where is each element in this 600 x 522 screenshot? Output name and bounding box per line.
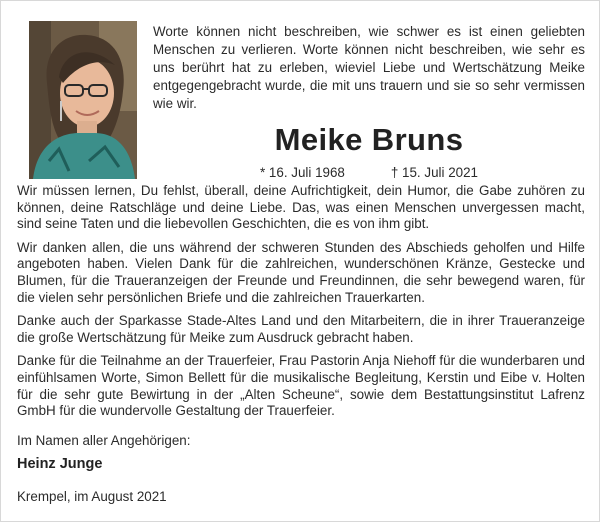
portrait-photo (29, 21, 137, 179)
place-date: Krempel, im August 2021 (17, 489, 167, 504)
intro-text: Worte können nicht beschreiben, wie schwer es ist einen geliebten Menschen zu verlieren. Worte können nicht beschreiben, wie sehr es uns berührt hat zu erleben, wieviel Liebe und Wertschätzung Meike entgegengebracht wurde, die mit uns trauern und sie so sehr vermissen wie wir. (153, 24, 585, 111)
paragraph: Danke auch der Sparkasse Stade-Altes Land und den Mitarbeitern, die in ihrer Traueranzeige die große Wertschätzung für Meike zum Ausdruck gebracht haben. (17, 313, 585, 345)
death-date: † 15. Juli 2021 (390, 165, 478, 180)
paragraph: Wir müssen lernen, Du fehlst, überall, deine Aufrichtigkeit, dein Humor, die Gabe zuhören zu können, deine Ratschläge und deine Liebe. Das, was einen Menschen unvergessen macht, sind seine Taten und die liebevollen Geschichten, die es von ihm gibt. (17, 183, 585, 232)
deceased-name: Meike Bruns (274, 122, 464, 157)
birth-date: * 16. Juli 1968 (260, 165, 345, 180)
life-dates (153, 165, 585, 180)
signature-label: Im Namen aller Angehörigen: (17, 433, 191, 448)
paragraph: Danke für die Teilnahme an der Trauerfeier, Frau Pastorin Anja Niehoff für die wunderbaren und einfühlsamen Worte, Simon Bellett für die musikalische Begleitung, Kerstin und Eibe v. Holten für die sehr gute Bewirtung in der „Alten Scheune“, sowie dem Bestattungsinstitut Lafrenz GmbH für die wundervolle Gestaltung der Trauerfeier. (17, 353, 585, 419)
notice-body (17, 183, 585, 427)
paragraph: Wir danken allen, die uns während der schweren Stunden des Abschieds geholfen und Hilfe angeboten haben. Vielen Dank für die zahlreichen, wunderschönen Kränze, Gestecke und Blumen, für die Traueranzeigen der Freunde und Freundinnen, die sehr bewegend waren, für die vielen sehr persönlichen Briefe und die zahlreichen Trauerkarten. (17, 239, 585, 305)
signature-name: Heinz Junge (17, 456, 103, 472)
